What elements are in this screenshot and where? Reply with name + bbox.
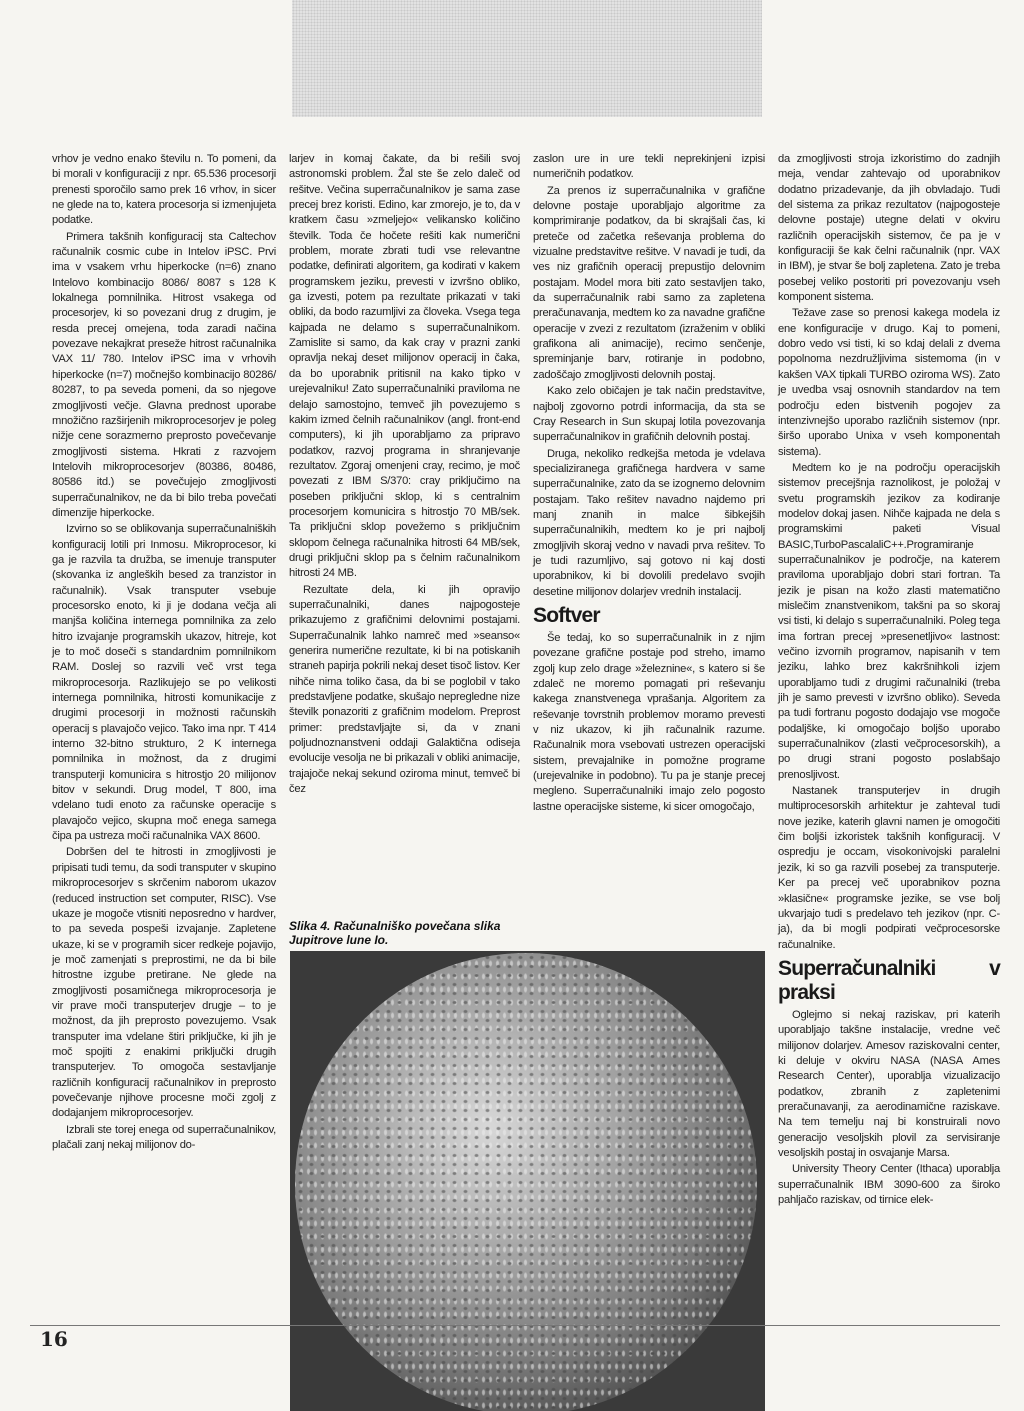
paragraph: Izbrali ste torej enega od superračunalnikov, plačali zanj nekaj milijonov do-	[52, 1123, 276, 1151]
paragraph: Druga, nekoliko redkejša metoda je vdelava specializiranega grafičnega hardvera v same superračunalnike, zato da se izognemo delovnim postajam. Tako rešitev navadno najdemo pri manj znanih in malce šibkejših superračunalnikih, medtem ko je pri najbolj zmogljivih skoraj vedno v navadi prva rešitev. To je tudi razumljivo, saj gotovo ni kaj dosti uporabnikov, ki bi dovolili predelavo svojih desetine milijonov dolarjev vrednih instalacij.	[533, 447, 765, 598]
paragraph: Izvirno so se oblikovanja superračunalniških konfiguracij lotili pri Inmosu. Mikroprocesor, ki ga je razvila ta družba, se imenuje transputer (skovanka iz angleških besed za tranzistor in računalnik). Vsak transputer vsebuje procesorsko enoto, ki ji je dodana večja ali manjša količina internega pomnilnika za zelo hitro izvajanje programskih ukazov, hitreje, kot je to moč doseči s standardnim pomnilnikom RAM. Doslej so razvili več vrst tega mikroprocesorja. Razlikujejo se po velikosti internega pomnilnika, hitrosti komunikacije z drugimi procesorji in možnosti računskih operacij s plavajočo vejico. Tako ima npr. T 414 interno 32-bitno strukturo, 2 K internega pomnilnika in možnost, da z drugimi transputerji komunicira s hitrostjo 20 milijonov bitov v sekundi. Drug model, T 800, ima vdelano tudi enoto za računske operacije s plavajočo vejico, skupna moč enega samega čipa pa ustreza moči računalnika VAX 8600.	[52, 523, 276, 843]
paragraph: Še tedaj, ko so superračunalnik in z njim povezane grafične postaje pod streho, imamo zgolj kup zelo drage »železnine«, s katero si še zdaleč ne moremo pomagati pri reševanju kakega znanstvenega vprašanja. Algoritem za reševanje tovrstnih problemov moramo prevesti v niz ukazov, ki jih računalnik razume. Računalnik mora vsebovati ustrezen operacijski sistem, prevajalnike in pomožne programe (urejevalnike in podobno). Tu pa je stanje precej megleno. Superračunalniki imajo zelo pogosto lastne operacijske sisteme, ki sicer omogočajo,	[533, 631, 765, 813]
footer-rule	[30, 1325, 1000, 1326]
paragraph: zaslon ure in ure tekli neprekinjeni izpisi numeričnih podatkov.	[533, 153, 765, 181]
top-halftone-block	[292, 0, 762, 117]
paragraph: Nastanek transputerjev in drugih multiprocesorskih arhitektur je zahteval tudi nove jezike, katerih glavni namen je omogočiti čim boljši izkoristek takšnih konfiguracij. V ospredju je occam, visokonivojski paralelni jezik, ki so ga razvili posebej za transputerje. Ker pa precej več uporabnikov pozna »klasične« programske jezike, se vse bolj ukvarjajo tudi s predelavo teh jezikov (npr. C-ja), da bi mogli podpirati večprocesorske računalnike.	[778, 785, 1000, 951]
column-2	[289, 152, 520, 797]
paragraph: vrhov je vedno enako številu n. To pomeni, da bi morali v konfiguraciji z npr. 65.536 procesorji prenesti sporočilo samo prek 16 vrhov, in sicer ne glede na to, katera procesorja si izmenjujeta podatke.	[52, 153, 276, 227]
moon-sphere	[295, 953, 757, 1411]
section-heading-softver: Softver	[533, 603, 600, 627]
paragraph: Primera takšnih konfiguracij sta Caltechov računalnik cosmic cube in Intelov iPSC. Prvi ima v vsakem vrhu hiperkocke (n=6) znano Intelovo kombinacijo 8086/ 8087 s 128 K lokalnega pomnilnika. Hitrost vsakega od procesorjev, ki so povezani drug z drugim, je resda precej omejena, toda zaradi načina povezave nekajkrat preseže hitrost računalnika VAX 11/ 780. Intelov iPSC ima v vrhovih hiperkocke (n=7) močnejšo kombinacijo 80286/ 80287, to pa seveda pomeni, da so njegove zmogljivosti večje. Glavna prednost uporabe množično razširjenih mikroprocesorjev je poleg nižje cene sorazmerno preprosto povečevanje zmogljivosti sistema. Hkrati z razvojem Intelovih mikroprocesorjev (80386, 80486, 80586 itd.) se povečujejo zmogljivosti superračunalnikov, ne da bi bilo treba povečati dimenzije hiperkocke.	[52, 230, 276, 519]
column-1	[52, 152, 276, 1153]
io-moon-photo	[290, 951, 765, 1411]
paragraph: Težave zase so prenosi kakega modela iz ene konfiguracije v drugo. Kaj to pomeni, dobro vedo vsi tisti, ki so kdaj delali z dvema popolnoma nezdružljivima sistemoma (in v kakšen VAX tipkali TURBO oziroma WS). Zato je uvedba vsaj osnovnih standardov na tem področju eden bistvenih pogojev za intenzivnejšo uporabo različnih sistemov (npr. širšo uporabo Unixa v vseh komponentah sistema).	[778, 307, 1000, 458]
paragraph: University Theory Center (Ithaca) uporablja superračunalnik IBM 3090-600 za široko pahljačo raziskav, od tirnice elek-	[778, 1163, 1000, 1206]
section-heading-praksa: Superračunalniki v praksi	[778, 956, 1000, 1004]
paragraph: Rezultate dela, ki jih opravijo superračunalniki, danes najpogosteje prikazujemo z grafičnimi delovnimi postajami. Superračunalnik lahko namreč med »seanso« generira numerične rezultate, ki bi na potiskanih straneh papirja pokrili nekaj deset tisoč listov. Ker nihče nima toliko časa, da bi se poglobil v tako predstavljene podatke, skušajo nepregledne nize številk ponazoriti z grafičnim modelom. Preprost primer: predstavljajte si, da v znani poljudnoznanstveni oddaji Galaktična odiseja evolucije vesolja ne bi prikazali v obliki animacije, trajajoče nekaj sekund oziroma minut, temveč bi čez	[289, 583, 520, 796]
page-number: 16	[40, 1327, 68, 1351]
column-3	[533, 152, 765, 815]
figure-caption: Slika 4. Računalniško povečana slika Jupitrove lune Io.	[289, 919, 501, 947]
paragraph: Za prenos iz superračunalnika v grafične delovne postaje uporabljajo algoritme za komprimiranje podatkov, da bi skrajšali čas, ki preteče od začetka reševanja problema do vizualne predstavitve rešitve. V navadi je tudi, da ves niz grafičnih operacij prepustijo delovnim postajam. Model mora biti zato sestavljen tako, da superračunalnik rabi samo za zapletena preračunavanja, medtem ko za navadne grafične operacije v zvezi z rezultatom (izraženim v obliki grafikona ali animacije), recimo senčenje, spreminjanje barv, rotiranje in podobno, zadoščajo zmogljivosti delovnih postaj.	[533, 184, 765, 381]
paragraph: Dobršen del te hitrosti in zmogljivosti je pripisati tudi temu, da sodi transputer v skupino mikroprocesorjev s skrčenim naborom ukazov (reduced instruction set computer, RISC). Vse ukaze je mogoče vtisniti neposredno v hardver, to pa seveda pospeši izvajanje. Zapletene ukaze, ki se v programih sicer redkeje pojavijo, je moč zamenjati s preprostimi, ne da bi bile hitrostne izgube pretirane. Ne glede na zmogljivosti posamičnega mikroprocesorja je vir prave moči transputerjev drugje – to je možnost, da jih preprosto povezujemo. Vsak transputer ima vdelane štiri priključke, ki jih je moč spojiti z enakimi priključki drugih transputerjev. To omogoča sestavljanje različnih konfiguracij računalnikov in preprosto povečevanje njihove procesne moči zgolj z dodajanjem mikroprocesorjev.	[52, 846, 276, 1120]
paragraph: da zmogljivosti stroja izkoristimo do zadnjih meja, vendar zahtevajo od uporabnikov dodatno prizadevanje, da jih obvladajo. Tudi del sistema za prikaz rezultatov (najpogosteje delovne postaje) utegne delati v okviru različnih operacijskih sistemov, če pa je v konfiguraciji še kak čelni računalnik (npr. VAX in IBM), je stvar še bolj zapletena. Zato je treba posebej veliko postoriti pri povezovanju vseh komponent sistema.	[778, 153, 1000, 304]
paragraph: Medtem ko je na področju operacijskih sistemov precejšnja raznolikost, je položaj v svetu programskih jezikov za kodiranje modelov dokaj jasen. Nihče kajpada ne dela s programskimi paketi Visual BASIC,TurboPascalaliC++.Programiranje superračunalnikov je področje, na katerem praviloma uporabljajo dobri stari fortran. Ta jezik je pisan na kožo zlasti matematično mislečim znanstvenikom, takšni pa so skoraj vsi tisti, ki delajo s superračunalniki. Poleg tega ima fortran precej »presenetljivo« lastnost: večino izvornih programov, napisanih v tem jeziku, lahko brez kakršnihkoli izjem uporabljamo tudi z drugimi računalniki (treba jih je samo prevesti v izvršno obliko). Seveda pa tudi fortranu pogosto dodajajo vse mogoče podaljške, ki omogočajo boljšo uporabo superračunalnikov (zlasti večprocesorskih), a po drugi strani pogosto poslabšajo prenosljivost.	[778, 461, 1000, 781]
paragraph: Kako zelo običajen je tak način predstavitve, najbolj zgovorno potrdi informacija, da sta se Cray Research in Sun skupaj lotila povezovanja superračunalnikov in grafičnih delovnih postaj.	[533, 385, 765, 444]
column-4	[778, 152, 1000, 1208]
paragraph: larjev in komaj čakate, da bi rešili svoj astronomski problem. Žal ste še zelo daleč od rešitve. Večina superračunalnikov je sama zase precej brez koristi. Edino, kar zmorejo, je to, da v kratkem času »zmeljejo« velikansko količino številk. Toda če hočete rešiti kak numerični problem, morate zbrati tudi vse relevantne podatke, definirati algoritem, ga kodirati v kakem programskem jeziku, prevesti v izvršno obliko, ga izvesti, potem pa rezultate prikazati v taki obliki, da bodo razumljivi za človeka. Vsega tega kajpada ne delamo s superračunalnikom. Zamislite si samo, da kak cray v prazni zanki opravlja nekaj deset milijonov operacij in čaka, da bo uporabnik pritisnil na kako tipko v urejevalniku! Zato superračunalniki praviloma ne delajo samostojno, temveč jih povezujemo s kakim izmed čelnih računalnikov (angl. front-end computers), ki jih uporabljamo za pripravo podatkov, razvoj programa in shranjevanje rezultatov. Zgoraj omenjeni cray, recimo, je moč povezati z IBM S/370: cray priključimo na poseben priključni sklop, ki s centralnim procesorjem komunicira s hitrostjo 70 MB/sek. Ta priključni sklop povežemo s priključnim sklopom čelnega računalnika hitrosti 64 MB/sek, drugi priključni sklop pa s čelnim računalnikom hitrosti 24 MB.	[289, 153, 520, 580]
paragraph: Oglejmo si nekaj raziskav, pri katerih uporabljajo takšne instalacije, vredne več milijonov dolarjev. Amesov raziskovalni center, ki deluje v okviru NASA (NASA Ames Research Center), uporablja vizualizacijo podatkov, zbranih z zapletenimi preračunavanji, za aerodinamične raziskave. Na tem temelju naj bi konstruirali novo generacijo vesoljskih plovil za servisiranje vesoljskih postaj in osvajanje Marsa.	[778, 1008, 1000, 1159]
